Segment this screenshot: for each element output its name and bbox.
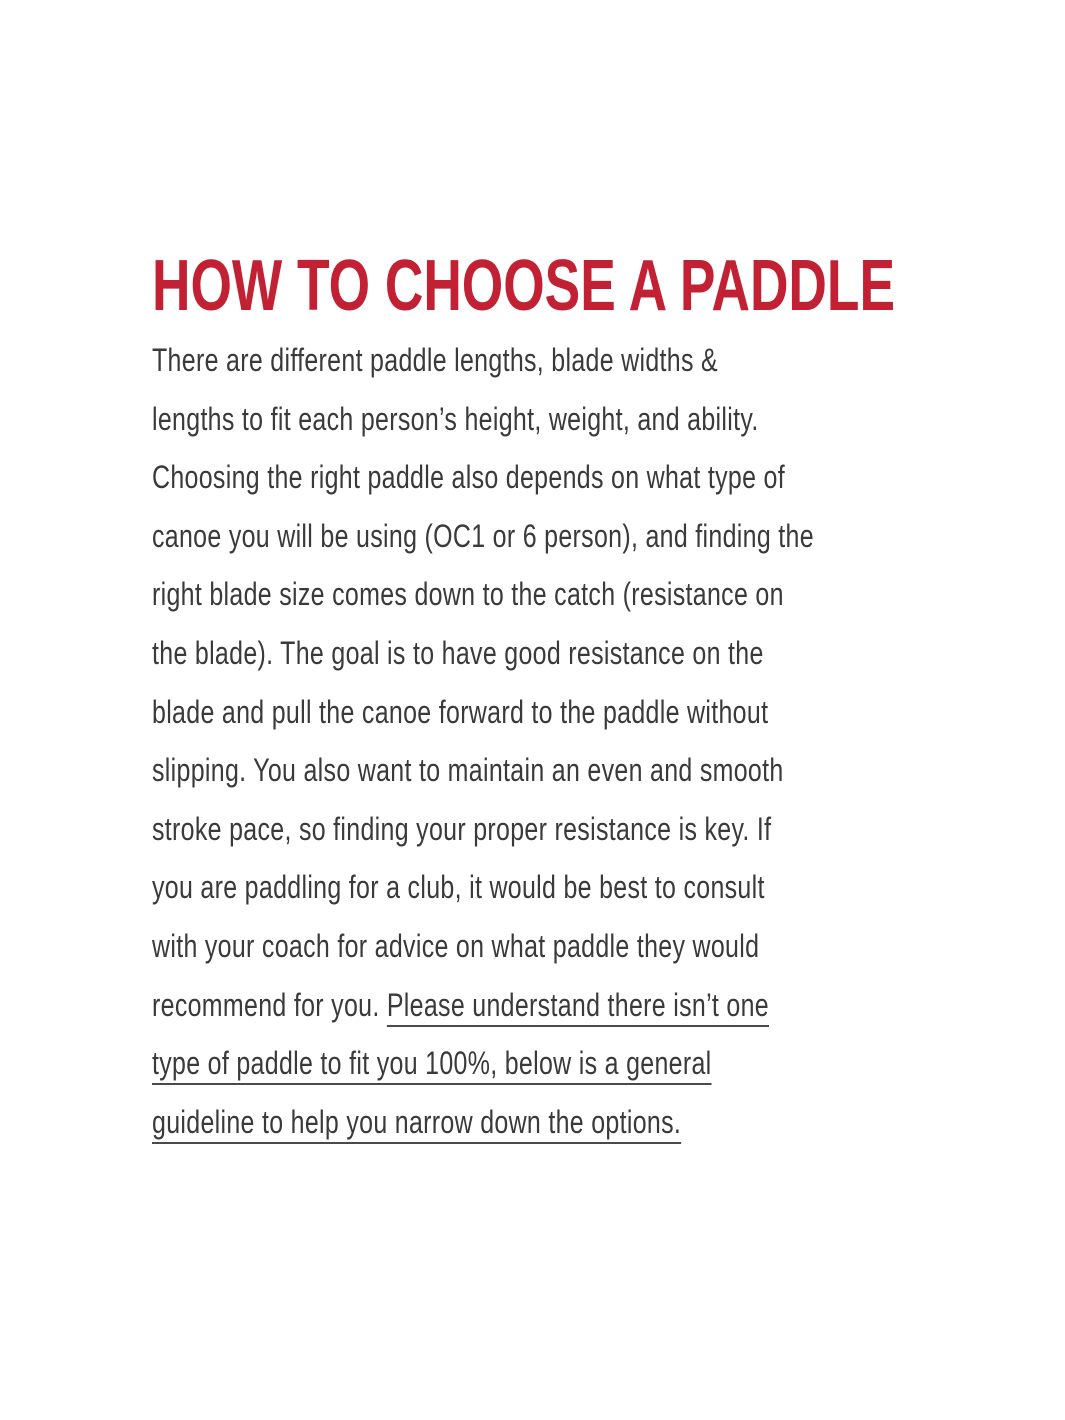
text-line (152, 448, 1010, 507)
line-text: the blade). The goal is to have good resistance on the (152, 634, 764, 671)
line-text: recommend for you. (152, 986, 387, 1023)
text-line (152, 1034, 1010, 1093)
underlined-text: guideline to help you narrow down the options. (152, 1103, 682, 1140)
line-text: blade and pull the canoe forward to the paddle without (152, 693, 769, 730)
text-line (152, 683, 1010, 742)
text-line (152, 800, 1010, 859)
page-title: HOW TO CHOOSE A PADDLE (152, 246, 895, 326)
line-text: slipping. You also want to maintain an even and smooth (152, 752, 784, 789)
text-line (152, 1093, 1010, 1152)
text-line (152, 331, 1010, 390)
line-text: There are different paddle lengths, blade widths & (152, 342, 718, 378)
line-text: lengths to fit each person’s height, weight, and ability. (152, 400, 759, 437)
underlined-text: type of paddle to fit you 100%, below is a general (152, 1045, 712, 1082)
line-text: you are paddling for a club, it would be best to consult (152, 869, 765, 906)
text-line (152, 507, 1010, 566)
line-text: right blade size comes down to the catch (resistance on (152, 576, 784, 613)
line-text: stroke pace, so finding your proper resistance is key. If (152, 810, 772, 847)
line-text: with your coach for advice on what paddle they would (152, 927, 760, 964)
text-line (152, 741, 1010, 800)
text-line (152, 917, 1010, 976)
text-line (152, 858, 1010, 917)
line-text: Choosing the right paddle also depends on what type of (152, 459, 785, 496)
text-line (152, 565, 1010, 624)
underlined-text: Please understand there isn’t one (386, 986, 770, 1023)
text-line (152, 976, 1010, 1035)
body-paragraph (152, 331, 1010, 1151)
text-line (152, 390, 1010, 449)
line-text: canoe you will be using (OC1 or 6 person), and finding the (152, 517, 814, 554)
text-line (152, 624, 1010, 683)
